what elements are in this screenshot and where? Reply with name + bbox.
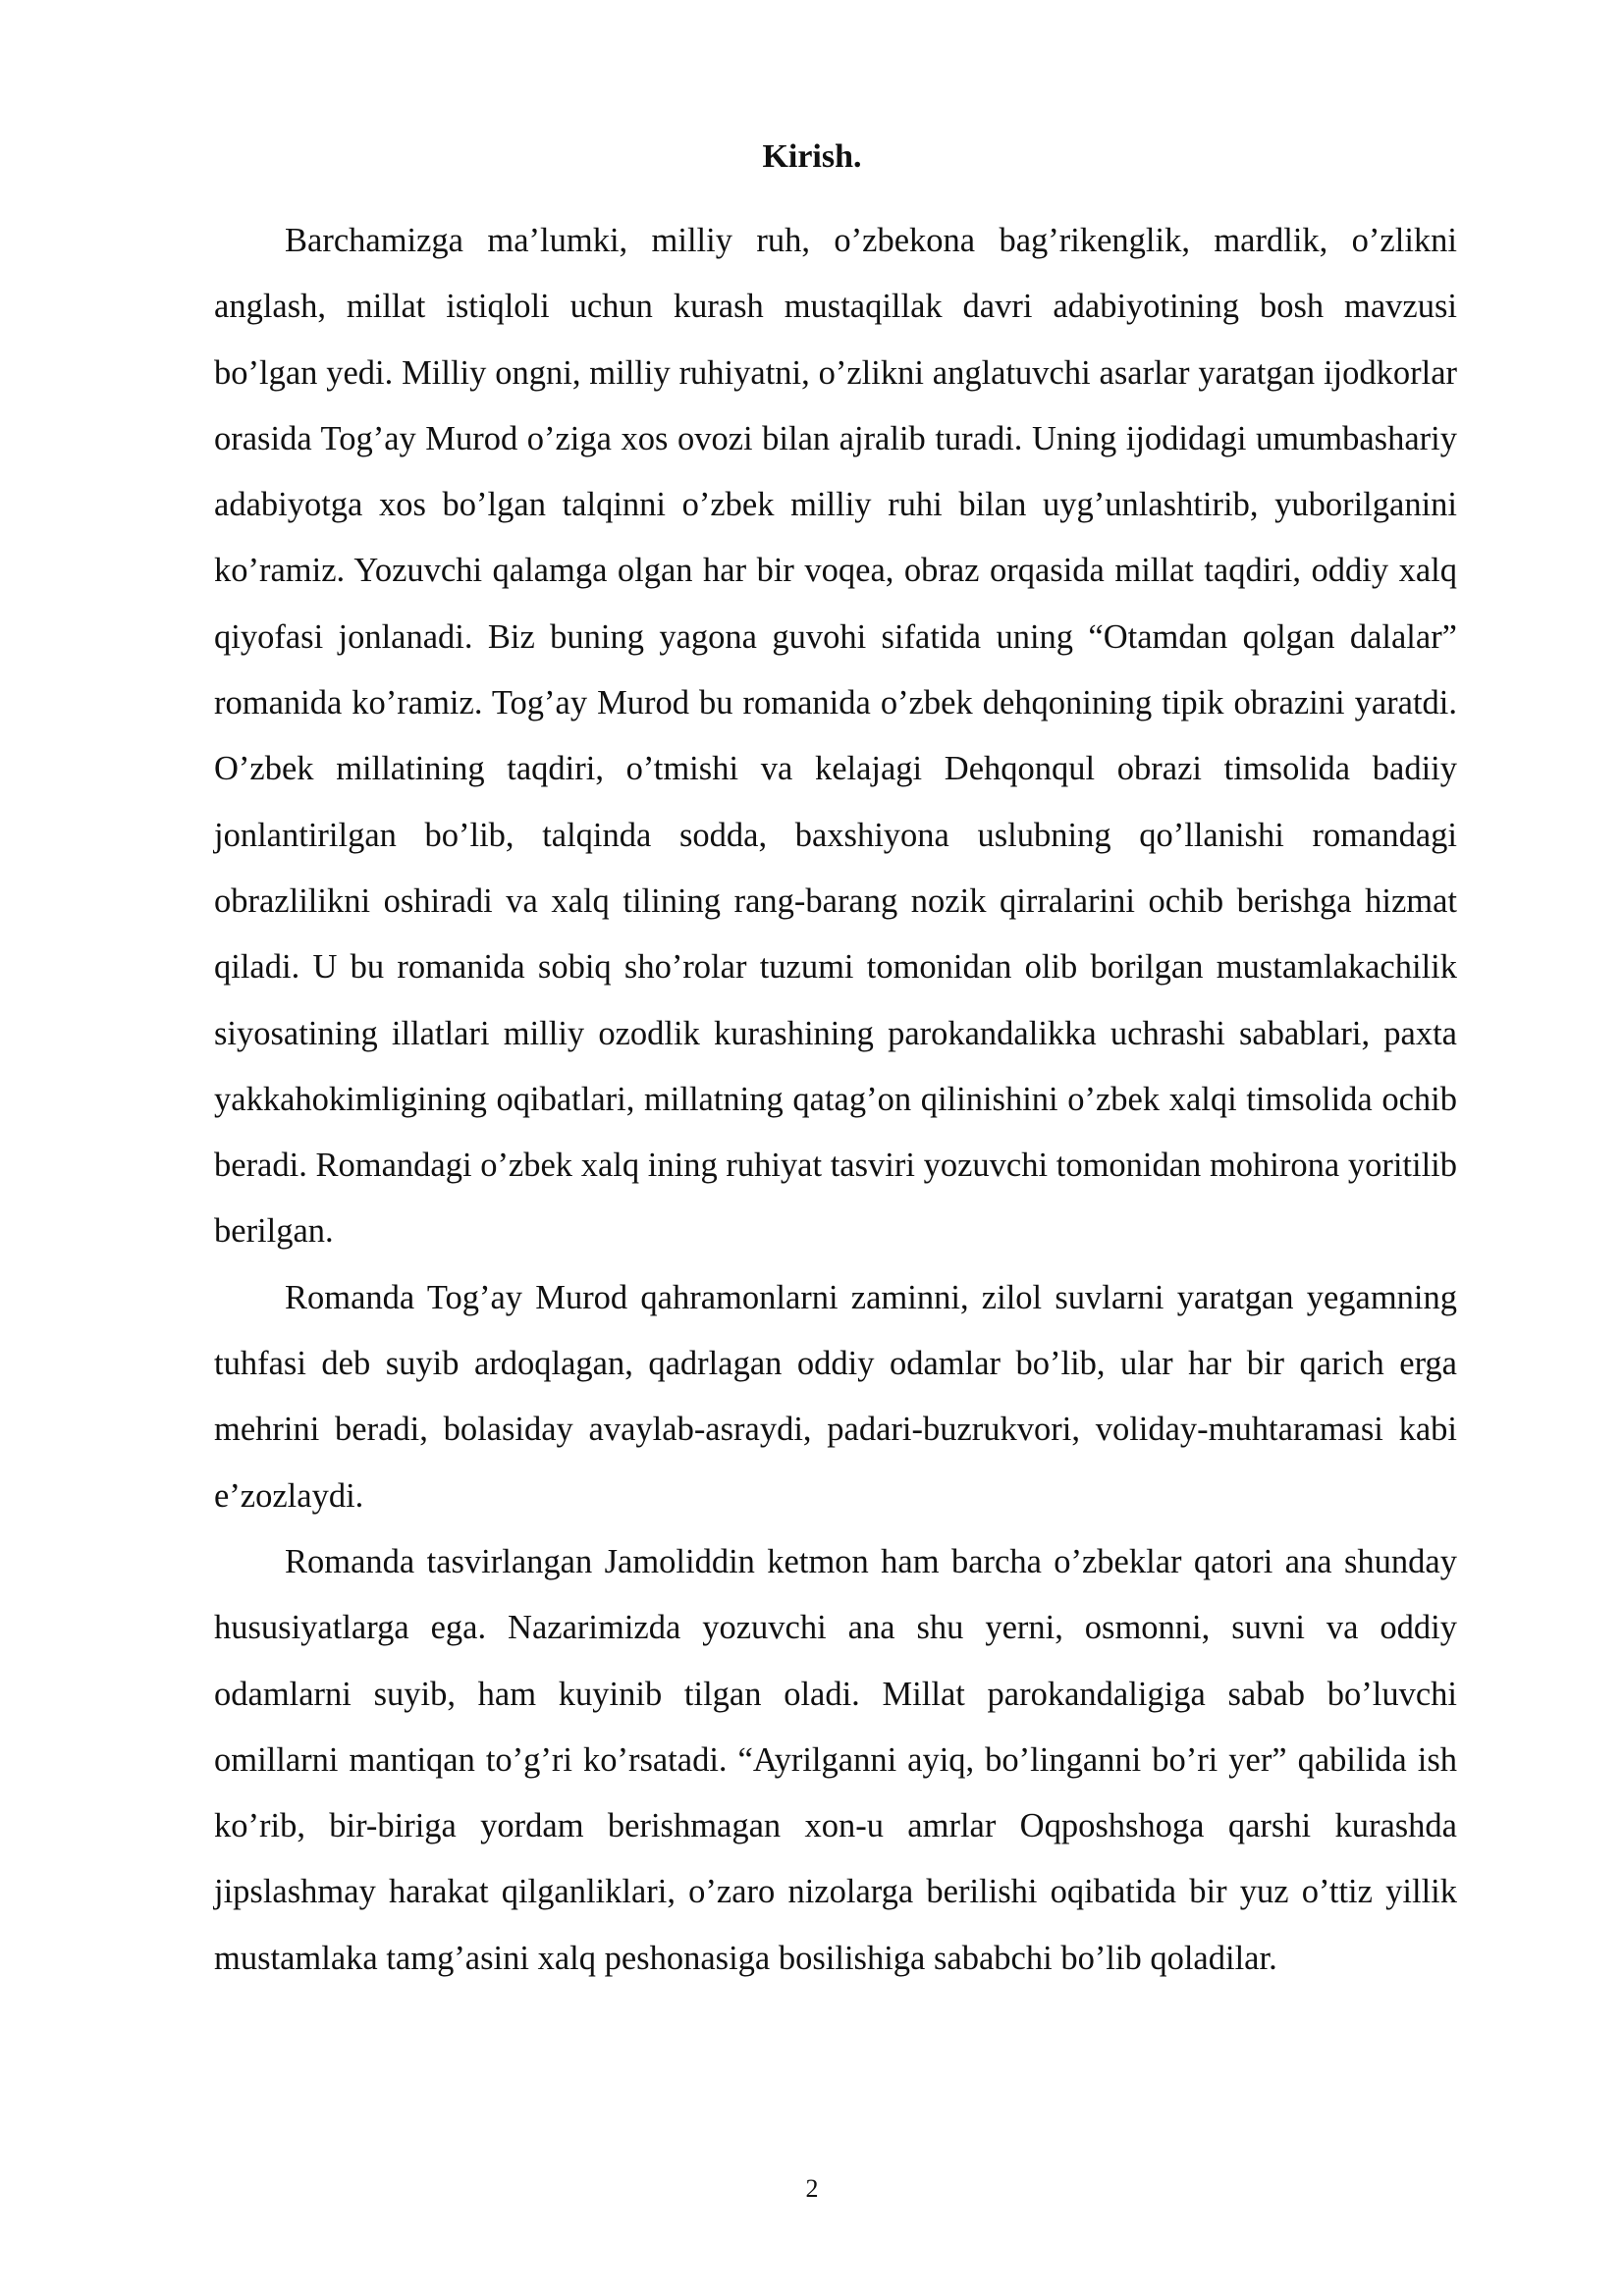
paragraph-1: Barchamizga ma’lumki, milliy ruh, o’zbekona bag’rikenglik, mardlik, o’zlikni anglash, millat istiqloli uchun kurash mustaqillak davri adabiyotining bosh mavzusi bo’lgan yedi. Milliy ongni, milliy ruhiyatni, o’zlikni anglatuvchi asarlar yaratgan ijodkorlar orasida Tog’ay Murod o’ziga xos ovozi bilan ajralib turadi. Uning ijodidagi umumbashariy adabiyotga xos bo’lgan talqinni o’zbek milliy ruhi bilan uyg’unlashtirib, yuborilganini ko’ramiz. Yozuvchi qalamga olgan har bir voqea, obraz orqasida millat taqdiri, oddiy xalq qiyofasi jonlanadi. Biz buning yagona guvohi sifatida uning “Otamdan qolgan dalalar” romanida ko’ramiz. Tog’ay Murod bu romanida o’zbek dehqonining tipik obrazini yaratdi. O’zbek millatining taqdiri, o’tmishi va kelajagi Dehqonqul obrazi timsolida badiiy jonlantirilgan bo’lib, talqinda sodda, baxshiyona uslubning qo’llanishi romandagi obrazlilikni oshiradi va xalq tilining rang-barang nozik qirralarini ochib berishga hizmat qiladi. U bu romanida sobiq sho’rolar tuzumi tomonidan olib borilgan mustamlakachilik siyosatining illatlari milliy ozodlik kurashining parokandalikka uchrashi sabablari, paxta yakkahokimligining oqibatlari, millatning qatag’on qilinishini o’zbek xalqi timsolida ochib beradi. Romandagi o’zbek xalq ining ruhiyat tasviri yozuvchi tomonidan mohirona yoritilib berilgan.: [214, 222, 1457, 1251]
paragraph-2: Romanda Tog’ay Murod qahramonlarni zaminni, zilol suvlarni yaratgan yegamning tuhfasi deb suyib ardoqlagan, qadrlagan oddiy odamlar bo’lib, ular har bir qarich erga mehrini beradi, bolasiday avaylab-asraydi, padari-buzrukvori, voliday-muhtaramasi kabi e’zozlaydi.: [214, 1278, 1457, 1515]
section-title: Kirish.: [762, 138, 862, 175]
page-number: 2: [805, 2174, 819, 2203]
body-text: [214, 208, 1457, 1992]
paragraph-3: Romanda tasvirlangan Jamoliddin ketmon ham barcha o’zbeklar qatori ana shunday hususiyatlarga ega. Nazarimizda yozuvchi ana shu yerni, osmonni, suvni va oddiy odamlarni suyib, ham kuyinib tilgan oladi. Millat parokandaligiga sabab bo’luvchi omillarni mantiqan to’g’ri ko’rsatadi. “Ayrilganni ayiq, bo’linganni bo’ri yer” qabilida ish ko’rib, bir-biriga yordam berishmagan xon-u amrlar Oqposhshoga qarshi kurashda jipslashmay harakat qilganliklari, o’zaro nizolarga berilishi oqibatida bir yuz o’ttiz yillik mustamlaka tamg’asini xalq peshonasiga bosilishiga sababchi bo’lib qoladilar.: [214, 1542, 1457, 1977]
